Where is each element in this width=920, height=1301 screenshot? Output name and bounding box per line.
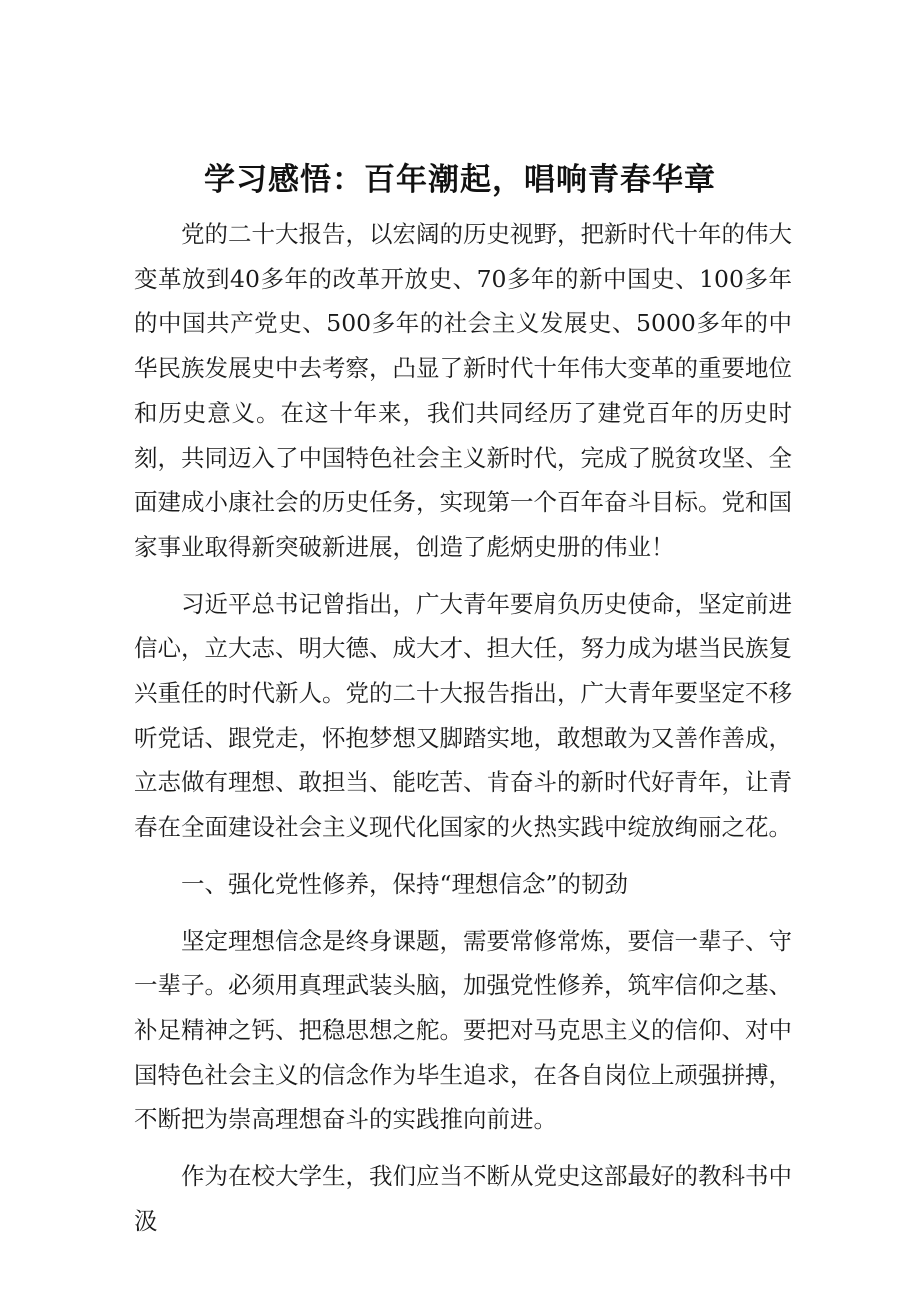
section-heading: 一、强化党性修养，保持“理想信念”的韧劲 [181,869,629,898]
paragraph-intro: 党的二十大报告，以宏阔的历史视野，把新时代十年的伟大变革放到40多年的改革开放史、70多年的新中国史、100多年的中国共产党史、500多年的社会主义发展史、5000多年的中华民族发展史中去考察，凸显了新时代十年伟大变革的重要地位和历史意义。在这十年来，我们共同经历了建党百年的历史时刻，共同迈入了中国特色社会主义新时代，完成了脱贫攻坚、全面建成小康社会的历史任务，实现第一个百年奋斗目标。党和国家事业取得新突破新进展，创造了彪炳史册的伟业！ [134,220,792,561]
document-title: 学习感悟：百年潮起，唱响青春华章 [204,162,716,198]
paragraph-students: 作为在校大学生，我们应当不断从党史这部最好的教科书中汲 [134,1162,792,1235]
paragraph-ideals: 坚定理想信念是终身课题，需要常修常炼，要信一辈子、守一辈子。必须用真理武装头脑，加强党性修养，筑牢信仰之基、补足精神之钙、把稳思想之舵。要把对马克思主义的信仰、对中国特色社会主义的信念作为毕生追求，在各自岗位上顽强拼搏，不断把为崇高理想奋斗的实践推向前进。 [134,926,792,1134]
paragraph-youth: 习近平总书记曾指出，广大青年要肩负历史使命，坚定前进信心，立大志、明大德、成大才、担大任，努力成为堪当民族复兴重任的时代新人。党的二十大报告指出，广大青年要坚定不移听党话、跟党走，怀抱梦想又脚踏实地，敢想敢为又善作善成，立志做有理想、敢担当、能吃苦、肯奋斗的新时代好青年，让青春在全面建设社会主义现代化国家的火热实践中绽放绚丽之花。 [134,589,792,842]
document-body [134,212,792,1255]
